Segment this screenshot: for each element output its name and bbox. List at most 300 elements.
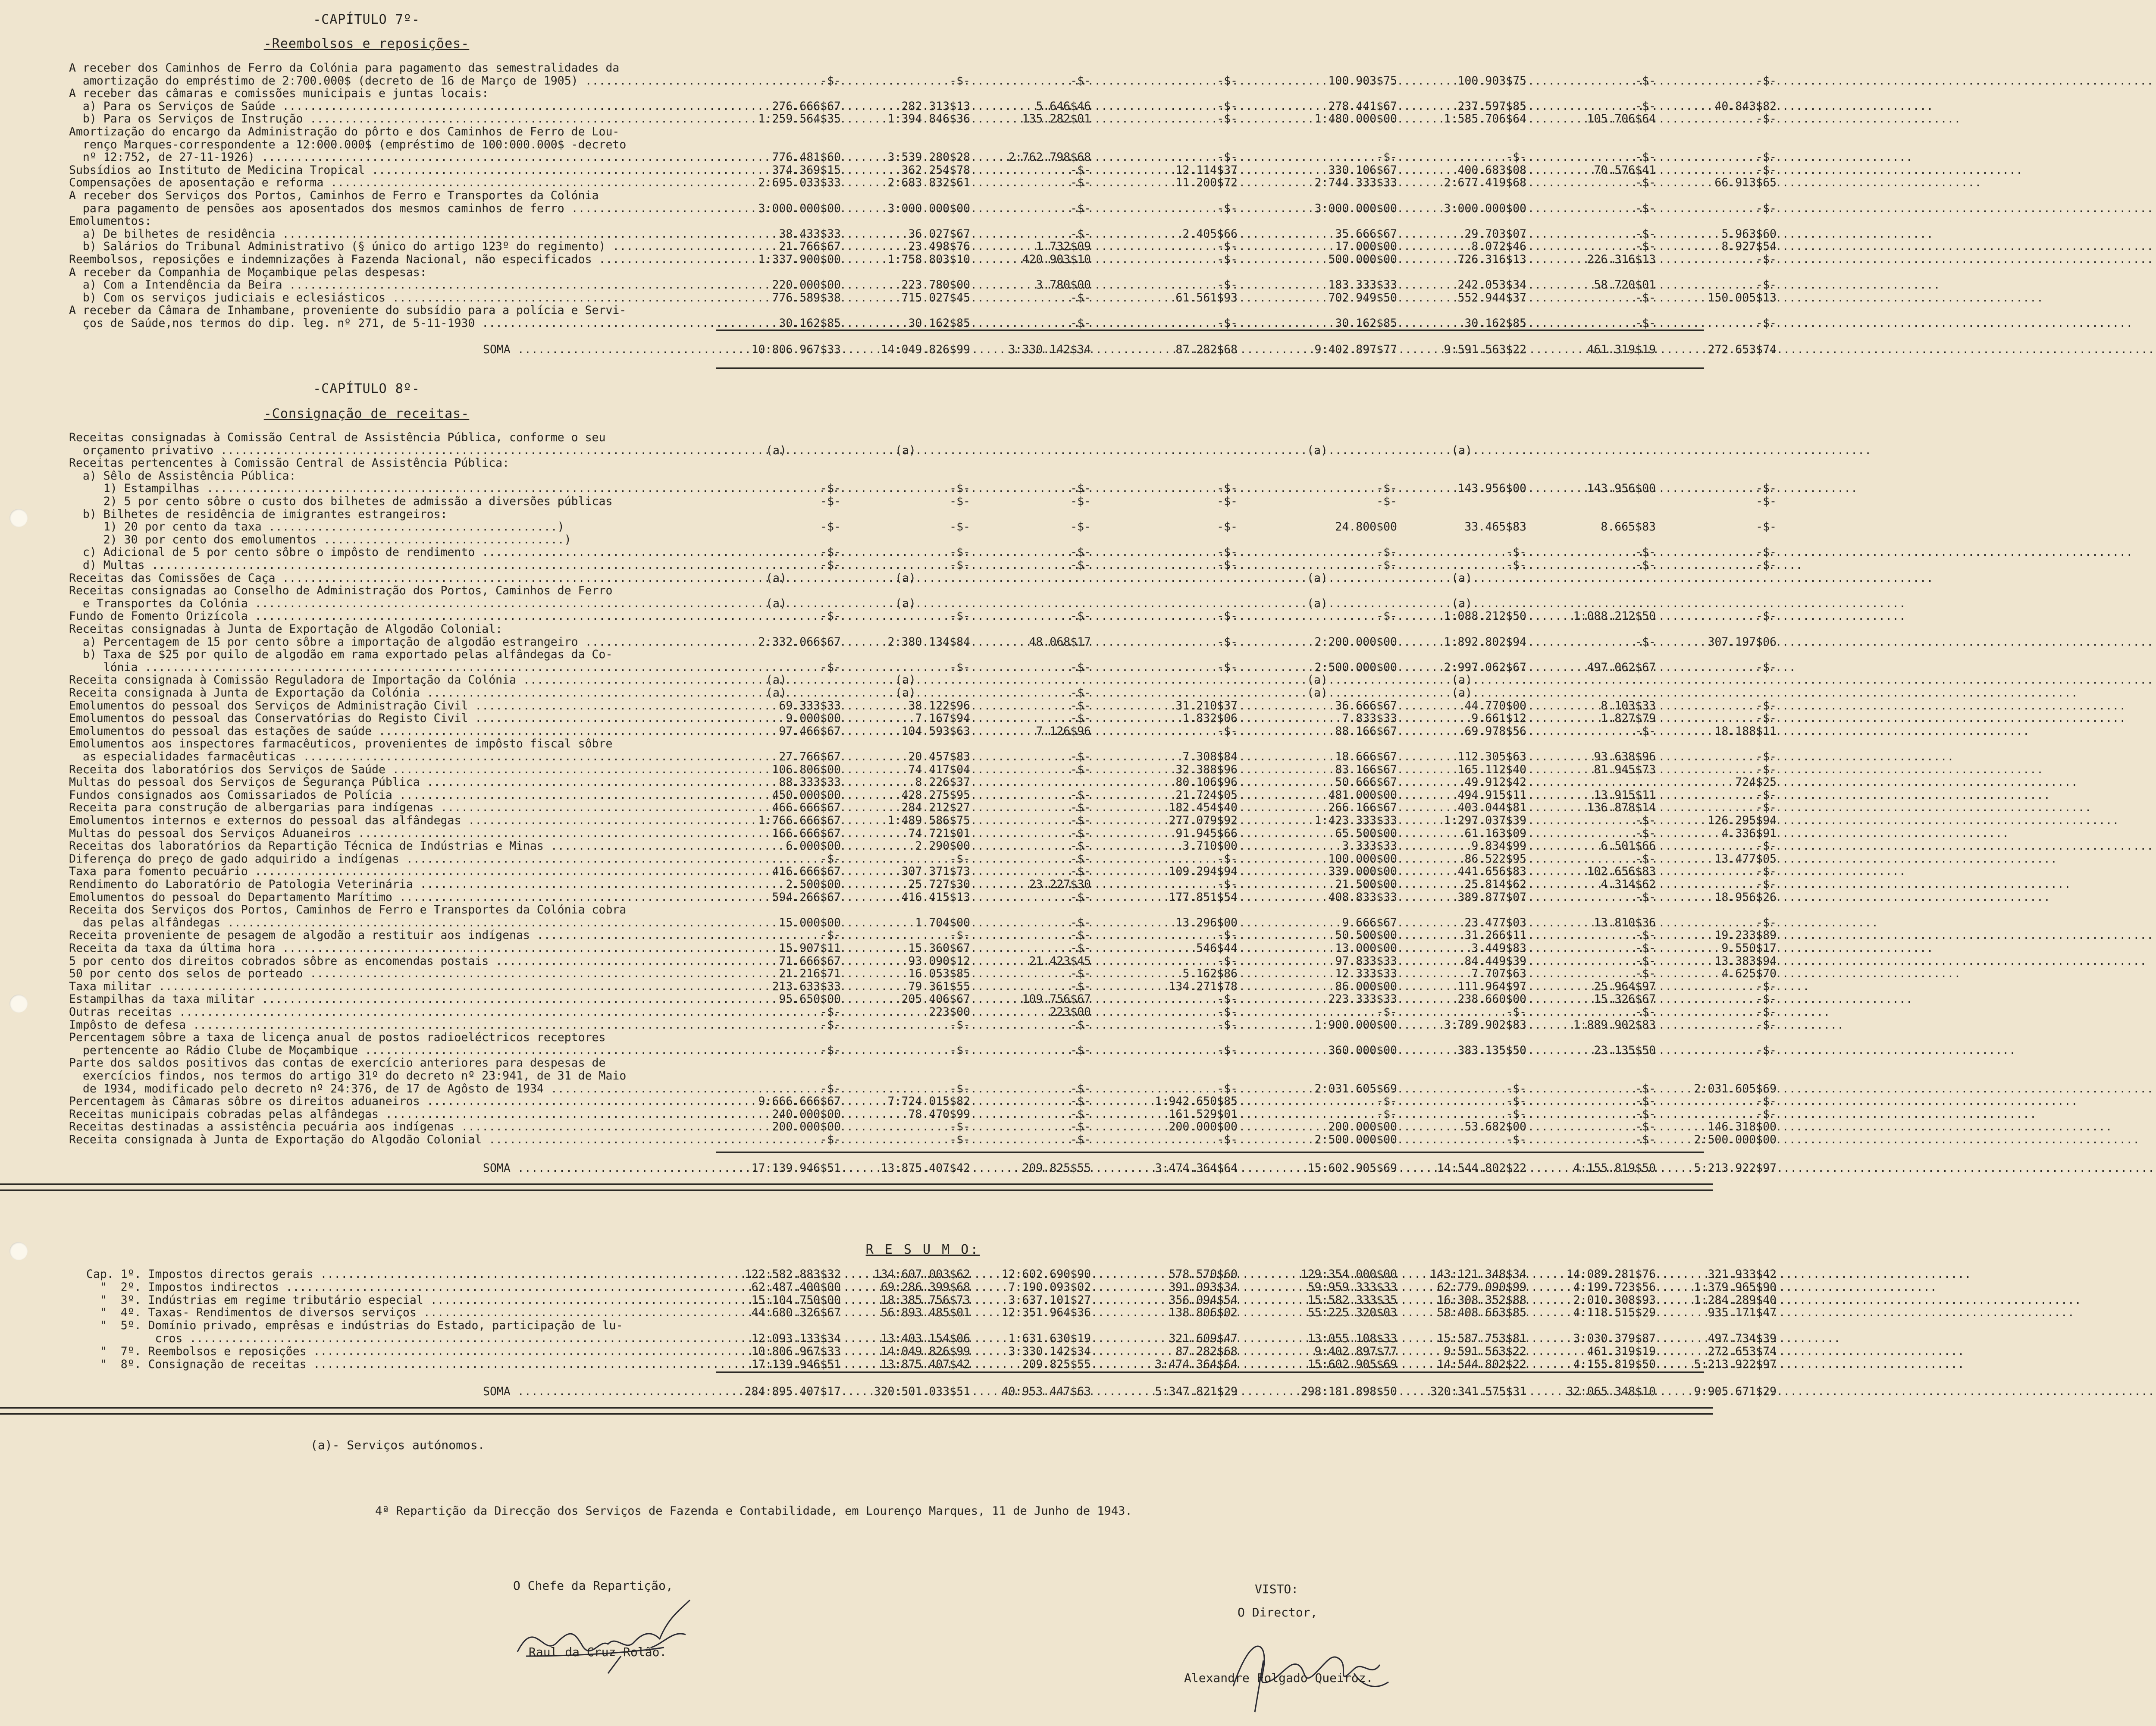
table-row: [69, 572, 1708, 585]
table-row: [69, 508, 1708, 521]
row-value: 150.005$13: [1708, 291, 1777, 304]
row-value: 1:889.902$83: [1573, 1018, 1656, 1032]
row-value: -$-: [1217, 112, 1238, 126]
row-value: 5.162$86: [1182, 967, 1238, 981]
row-value: 65.500$00: [1335, 826, 1397, 840]
table-row: [69, 712, 1777, 725]
row-value: -$-: [1756, 699, 1777, 712]
row-value: 62:487.400$00: [751, 1280, 841, 1294]
table-row: [69, 138, 1708, 151]
table-row: [69, 826, 1777, 840]
row-label: Outras receitas .....: [69, 1006, 692, 1019]
row-value: -$-: [1756, 1005, 1777, 1019]
row-value: 497.062$67: [1587, 660, 1656, 674]
row-value: -$-: [1635, 176, 1656, 190]
table-row: [69, 929, 1777, 942]
signature-right-handwriting: [1225, 1622, 1406, 1717]
row-value: 17:139.946$51: [751, 1357, 841, 1371]
row-value: 86.522$95: [1464, 852, 1526, 866]
row-label: 5 por cento dos direitos cobrados sôbre as encomendas postais .....: [69, 955, 692, 968]
table-row: [69, 1120, 1777, 1134]
row-value: 53.682$00: [1464, 1120, 1526, 1134]
row-value: 441.656$83: [1457, 865, 1526, 879]
row-value: -$-: [1635, 890, 1656, 904]
row-value: -$-: [1070, 495, 1091, 508]
row-label: a) Para os Serviços de Saúde .....: [69, 100, 692, 113]
row-value: -$-: [820, 74, 841, 88]
row-value: 500.000$00: [1328, 253, 1397, 266]
row-value: 143.956$00: [1457, 482, 1526, 496]
resumo-title: R E S U M O:: [865, 1242, 980, 1257]
row-label: Emolumentos do pessoal dos Serviços de Administração Civil .....: [69, 700, 692, 712]
row-label: Receita proveniente de pesagem de algodão a restituir aos indígenas .....: [69, 929, 692, 942]
row-value: 143:121.348$34: [1430, 1268, 1526, 1281]
row-value: (a): [1307, 443, 1328, 457]
row-label: " 7º. Reembolsos e reposições .....: [86, 1345, 692, 1358]
table-row: [69, 1107, 1777, 1121]
row-value: 14:544.802$22: [1437, 1357, 1526, 1371]
row-value: -$-: [1756, 74, 1777, 88]
row-value: 104.593$63: [901, 724, 970, 738]
row-value: -$-: [1635, 1120, 1656, 1134]
chapter-8-subtitle: -Consignação de receitas-: [263, 406, 470, 421]
row-value: 1:758.803$10: [887, 253, 970, 266]
row-value: 362.254$78: [901, 163, 970, 177]
row-value: -$-: [820, 1005, 841, 1019]
row-value: -$-: [1635, 240, 1656, 254]
row-value: -$-: [1635, 954, 1656, 968]
table-row: [69, 635, 1777, 649]
row-value: 8.226$37: [915, 775, 970, 789]
row-label: a) Percentagem de 15 por cento sôbre a importação de algodão estrangeiro .....: [69, 636, 692, 649]
row-value: -$-: [1756, 112, 1777, 126]
row-value: 182.454$40: [1169, 801, 1238, 815]
row-value: -$-: [1217, 495, 1238, 508]
table-row: [69, 904, 1708, 916]
row-value: -$-: [1635, 826, 1656, 840]
row-value: 497.734$39: [1708, 1332, 1777, 1345]
row-value: -$-: [1070, 291, 1091, 304]
row-value: 93.638$96: [1594, 750, 1656, 763]
row-value: 9.661$12: [1471, 712, 1526, 725]
row-label: Receita para construção de albergarias para indígenas .....: [69, 801, 692, 814]
row-value: 69:286.399$68: [881, 1280, 970, 1294]
row-value: -$-: [1506, 546, 1526, 559]
row-value: -$-: [1635, 967, 1656, 981]
row-value: 58:408.663$85: [1437, 1306, 1526, 1320]
row-value: (a): [895, 443, 916, 457]
soma-value: 40:953.447$63: [1001, 1385, 1091, 1398]
row-value: 69.978$56: [1464, 724, 1526, 738]
row-label: d) Multas .....: [69, 559, 692, 572]
row-value: -$-: [1070, 546, 1091, 559]
row-value: (a): [895, 571, 916, 585]
row-value: -$-: [1217, 1043, 1238, 1057]
row-value: 1:337.900$00: [758, 253, 841, 266]
row-value: -$-: [1756, 878, 1777, 891]
table-row: [69, 878, 1777, 891]
table-row: [69, 266, 1708, 279]
row-value: 21.500$00: [1335, 878, 1397, 891]
row-value: -$-: [1070, 317, 1091, 330]
row-value: 2.290$00: [915, 839, 970, 853]
table-row: [69, 457, 1708, 470]
row-value: 32.388$96: [1175, 763, 1238, 776]
row-value: 400.683$08: [1457, 163, 1526, 177]
row-label: Emolumentos internos e externos do pessoal das alfândegas .....: [69, 814, 692, 827]
soma-value: 3:474.364$64: [1155, 1161, 1238, 1175]
row-value: 278.441$67: [1328, 99, 1397, 113]
row-value: -$-: [820, 852, 841, 866]
row-value: 25.727$30: [908, 878, 970, 891]
row-label: Impôsto de defesa .....: [69, 1019, 692, 1032]
resumo-double-rule: [0, 1407, 1713, 1415]
punch-hole: [9, 509, 28, 527]
row-value: 102.656$83: [1587, 865, 1656, 879]
row-value: -$-: [1756, 151, 1777, 164]
row-value: 715.027$45: [901, 291, 970, 304]
table-row: [69, 520, 1777, 534]
row-value: 111.964$97: [1457, 979, 1526, 993]
row-value: 428.275$95: [901, 788, 970, 802]
row-value: 74.721$01: [908, 826, 970, 840]
row-value: -$-: [1506, 559, 1526, 572]
row-value: -$-: [950, 495, 970, 508]
row-value: 12:093.133$34: [751, 1332, 841, 1345]
table-row: [69, 737, 1708, 750]
soma-value: 284:895.407$17: [744, 1385, 841, 1398]
row-value: -$-: [1070, 839, 1091, 853]
row-value: 702.949$50: [1328, 291, 1397, 304]
row-value: 1:423.333$33: [1314, 814, 1397, 827]
row-label: Receitas consignadas à Comissão Central de Assistência Pública, conforme o seu: [69, 431, 606, 444]
row-value: 18.956$26: [1714, 890, 1777, 904]
row-value: (a): [766, 686, 787, 700]
row-value: -$-: [1635, 74, 1656, 88]
table-row: [69, 1005, 1777, 1019]
row-value: 15.360$67: [908, 941, 970, 955]
row-value: (a): [1307, 596, 1328, 610]
row-value: 30.162$85: [779, 317, 841, 330]
row-value: (a): [895, 596, 916, 610]
row-value: (a): [895, 686, 916, 700]
row-value: -$-: [1635, 201, 1656, 215]
row-value: 6.000$00: [786, 839, 841, 853]
row-value: -$-: [820, 495, 841, 508]
row-value: 97.466$67: [779, 724, 841, 738]
soma-value: 87.282$68: [1175, 343, 1238, 356]
punch-hole: [9, 995, 28, 1013]
row-value: 31.210$37: [1175, 699, 1238, 712]
row-value: 284.212$27: [901, 801, 970, 815]
row-label: Emolumentos aos inspectores farmacêuticos, provenientes de impôsto fiscal sôbre: [69, 737, 613, 751]
row-value: 23.477$03: [1464, 916, 1526, 929]
row-value: -$-: [1635, 151, 1656, 164]
row-value: -$-: [1217, 317, 1238, 330]
table-row: [69, 660, 1777, 674]
row-value: 416.666$67: [772, 865, 841, 879]
row-label: Compensações de aposentação e reforma .....: [69, 176, 692, 189]
row-value: 1:585.706$64: [1444, 112, 1526, 126]
row-value: 9:402.897$77: [1314, 1344, 1397, 1358]
row-value: 7.167$94: [915, 712, 970, 725]
row-value: 724$25: [1735, 775, 1777, 789]
row-value: 726.316$13: [1457, 253, 1526, 266]
row-value: 1:088.212$50: [1444, 609, 1526, 623]
row-value: 2:010.308$93: [1573, 1293, 1656, 1307]
row-value: -$-: [950, 1120, 970, 1134]
row-value: (a): [1307, 673, 1328, 687]
row-value: 15.000$00: [779, 916, 841, 929]
row-value: 481.000$00: [1328, 788, 1397, 802]
row-label: 1) 20 por cento da taxa ..........................................): [69, 520, 564, 534]
row-value: -$-: [1217, 852, 1238, 866]
table-row: [69, 62, 1708, 75]
row-label: a) Sêlo de Assistência Pública:: [69, 469, 296, 483]
table-row: [69, 176, 1777, 190]
row-value: 88.166$67: [1335, 724, 1397, 738]
row-value: 776.481$60: [772, 151, 841, 164]
table-row: [69, 1344, 1777, 1358]
row-value: 29.703$07: [1464, 227, 1526, 241]
row-value: 2:744.333$33: [1314, 176, 1397, 190]
row-value: 136.878$14: [1587, 801, 1656, 815]
table-row: [69, 687, 1708, 700]
row-value: 466.666$67: [772, 801, 841, 815]
row-value: -$-: [1070, 1095, 1091, 1108]
row-value: -$-: [950, 1133, 970, 1146]
row-label: Emolumentos do pessoal das Conservatórias do Registo Civil .....: [69, 712, 692, 725]
row-value: -$-: [1756, 317, 1777, 330]
row-value: 200.000$00: [1328, 1120, 1397, 1134]
soma-value: 9:591.563$22: [1444, 343, 1526, 356]
row-value: 3:637.101$27: [1008, 1293, 1091, 1307]
table-row: [69, 992, 1777, 1006]
row-value: -$-: [1635, 929, 1656, 942]
signature-right-name: Alexandre Folgado Queiroz.: [1184, 1671, 1373, 1685]
row-label: Receitas consignadas à Junta de Exportação de Algodão Colonial:: [69, 622, 503, 636]
row-value: 13.383$94: [1714, 954, 1777, 968]
row-value: 2:677.419$68: [1444, 176, 1526, 190]
row-label: Receita consignada à Junta de Exportação da Colónia .....: [69, 687, 692, 700]
row-value: 546$44: [1196, 941, 1238, 955]
row-value: 7.707$63: [1471, 967, 1526, 981]
soma-value: 14:049.826$99: [881, 343, 970, 356]
row-value: 1:088.212$50: [1573, 609, 1656, 623]
row-value: 3:000.000$00: [1314, 201, 1397, 215]
row-value: -$-: [1635, 317, 1656, 330]
soma-value: 17:139.946$51: [751, 1161, 841, 1175]
table-row: [69, 1095, 1777, 1108]
row-value: 9.550$17: [1721, 941, 1777, 955]
row-value: 408.833$33: [1328, 890, 1397, 904]
row-value: 15:104.750$00: [751, 1293, 841, 1307]
row-value: -$-: [1217, 99, 1238, 113]
row-value: -$-: [820, 482, 841, 496]
row-value: -$-: [1070, 201, 1091, 215]
row-value: 200.000$00: [1169, 1120, 1238, 1134]
row-label: 2) 5 por cento sôbre o custo dos bilhetes de admissão a diversões públicas: [69, 495, 613, 508]
row-label: ços de Saúde,nos termos do dip. leg. nº 271, de 5-11-1930 .....: [69, 317, 692, 330]
row-value: -$-: [1376, 495, 1397, 508]
table-row: [69, 839, 1777, 853]
row-label: c) Adicional de 5 por cento sôbre o impôsto de rendimento .....: [69, 546, 692, 559]
row-value: -$-: [950, 660, 970, 674]
chapter-7-subtitle: -Reembolsos e reposições-: [263, 36, 470, 51]
row-value: 5.646$46: [1036, 99, 1091, 113]
row-label: Receita consignada à Junta de Exportação do Algodão Colonial .....: [69, 1133, 692, 1146]
row-value: 3:030.379$87: [1573, 1332, 1656, 1345]
row-value: (a): [1307, 571, 1328, 585]
row-value: 1:297.037$39: [1444, 814, 1526, 827]
table-row: [69, 801, 1777, 815]
row-value: 61.163$09: [1464, 826, 1526, 840]
row-value: -$-: [1756, 1018, 1777, 1032]
row-value: -$-: [950, 74, 970, 88]
row-value: (a): [1451, 673, 1472, 687]
row-value: 776.589$38: [772, 291, 841, 304]
row-value: 277.079$92: [1169, 814, 1238, 827]
table-row: [69, 648, 1708, 661]
row-value: 177.851$54: [1169, 890, 1238, 904]
row-label: Receitas municipais cobradas pelas alfândegas .....: [69, 1108, 692, 1121]
row-value: -$-: [1070, 826, 1091, 840]
row-value: 3:539.280$28: [887, 151, 970, 164]
soma-value: 10:806.967$33: [751, 343, 841, 356]
row-label: renço Marques-correspondente a 12:000.000$ (empréstimo de 100:000.000$ -decreto: [69, 138, 627, 151]
row-value: 1:900.000$00: [1314, 1018, 1397, 1032]
row-value: 242.053$34: [1457, 278, 1526, 292]
soma-value: 209.825$55: [1022, 1161, 1091, 1175]
row-value: -$-: [1070, 609, 1091, 623]
row-value: 420.903$10: [1022, 253, 1091, 266]
row-value: 8.072$46: [1471, 240, 1526, 254]
row-value: 12.114$37: [1175, 163, 1238, 177]
row-value: -$-: [950, 1082, 970, 1095]
row-value: 389.877$07: [1457, 890, 1526, 904]
row-value: 3:789.902$83: [1444, 1018, 1526, 1032]
row-label: Multas do pessoal dos Serviços de Segurança Pública .....: [69, 776, 692, 789]
row-value: (a): [1451, 686, 1472, 700]
row-value: -$-: [1070, 750, 1091, 763]
footnote: (a)- Serviços autónomos.: [310, 1438, 485, 1452]
row-label: a) De bilhetes de residência .....: [69, 228, 692, 241]
table-row: [69, 916, 1777, 929]
row-value: 23.135$50: [1594, 1043, 1656, 1057]
row-value: 339.000$00: [1328, 865, 1397, 879]
row-value: 13.477$05: [1714, 852, 1777, 866]
row-value: -$-: [1070, 941, 1091, 955]
soma-value: 9:905.671$29: [1694, 1385, 1777, 1398]
row-value: 5:213.922$97: [1694, 1357, 1777, 1371]
row-value: -$-: [1217, 954, 1238, 968]
row-value: -$-: [1376, 151, 1397, 164]
row-value: -$-: [1070, 852, 1091, 866]
row-value: 3:474.364$64: [1155, 1357, 1238, 1371]
soma-value: 4:155.819$50: [1573, 1161, 1656, 1175]
row-value: 272.653$74: [1708, 1344, 1777, 1358]
table-row: [69, 1018, 1777, 1032]
row-label: Parte dos saldos positivos das contas de exercício anteriores para despesas de: [69, 1056, 606, 1070]
row-value: -$-: [1376, 482, 1397, 496]
row-value: 461.319$19: [1587, 1344, 1656, 1358]
row-value: 23.498$76: [908, 240, 970, 254]
chapter-7-subtotal-rule: [716, 330, 1704, 331]
row-value: 122:582.883$32: [744, 1268, 841, 1281]
row-label: Fundo de Fomento Orizícola .....: [69, 610, 692, 623]
row-value: 13:055.108$33: [1307, 1332, 1397, 1345]
table-row: [69, 189, 1708, 202]
row-value: -$-: [1635, 1107, 1656, 1121]
row-label: b) Com os serviços judiciais e eclesiásticos .....: [69, 292, 692, 304]
table-row: [69, 814, 1777, 827]
row-value: 360.000$00: [1328, 1043, 1397, 1057]
row-value: -$-: [820, 660, 841, 674]
row-value: 15:602.905$69: [1307, 1357, 1397, 1371]
row-value: 383.135$50: [1457, 1043, 1526, 1057]
row-label: Multas do pessoal dos Serviços Aduaneiros .....: [69, 827, 692, 840]
row-value: 138.806$02: [1169, 1306, 1238, 1320]
row-value: 12.333$33: [1335, 967, 1397, 981]
row-value: 88.333$33: [779, 775, 841, 789]
row-value: 220.000$00: [772, 278, 841, 292]
row-value: 30.162$85: [908, 317, 970, 330]
row-value: 21.766$67: [779, 240, 841, 254]
row-label: Percentagem sôbre a taxa de licença anual de postos radioeléctricos receptores: [69, 1031, 606, 1045]
row-value: -$-: [950, 482, 970, 496]
row-value: -$-: [1217, 660, 1238, 674]
row-value: 15:587.753$81: [1437, 1332, 1526, 1345]
soma-value: 3:330.142$34: [1008, 343, 1091, 356]
row-value: 61.561$93: [1175, 291, 1238, 304]
row-value: 97.833$33: [1335, 954, 1397, 968]
row-value: -$-: [1635, 635, 1656, 649]
row-value: -$-: [1070, 163, 1091, 177]
row-value: -$-: [1506, 1095, 1526, 1108]
row-value: -$-: [820, 546, 841, 559]
row-value: 13.000$00: [1335, 941, 1397, 955]
row-value: 2.500$00: [786, 878, 841, 891]
row-value: (a): [1307, 686, 1328, 700]
row-value: 70.576$41: [1594, 163, 1656, 177]
row-value: 1.827$79: [1601, 712, 1656, 725]
row-value: -$-: [1756, 253, 1777, 266]
row-value: 391.093$34: [1169, 1280, 1238, 1294]
row-value: 7:190.093$02: [1008, 1280, 1091, 1294]
row-value: 71.666$67: [779, 954, 841, 968]
row-value: 12:351.964$36: [1001, 1306, 1091, 1320]
row-value: -$-: [1070, 801, 1091, 815]
row-label: 50 por cento dos selos de porteado .....: [69, 967, 692, 980]
row-value: 494.915$11: [1457, 788, 1526, 802]
row-value: -$-: [1635, 1082, 1656, 1095]
row-value: 66.913$65: [1714, 176, 1777, 190]
row-value: 166.666$67: [772, 826, 841, 840]
row-label: a) Com a Intendência da Beira .....: [69, 279, 692, 292]
row-value: 1:631.630$19: [1008, 1332, 1091, 1345]
table-row: [69, 750, 1777, 763]
row-value: 135.282$01: [1022, 112, 1091, 126]
row-value: 87.282$68: [1175, 1344, 1238, 1358]
table-row: [69, 623, 1708, 636]
row-value: 1:379.965$90: [1694, 1280, 1777, 1294]
row-value: 100.903$75: [1328, 74, 1397, 88]
row-value: 62:779.090$99: [1437, 1280, 1526, 1294]
row-value: -$-: [1070, 686, 1091, 700]
row-value: 109.294$94: [1169, 865, 1238, 879]
row-value: 4.314$62: [1601, 878, 1656, 891]
row-value: 16.053$85: [908, 967, 970, 981]
